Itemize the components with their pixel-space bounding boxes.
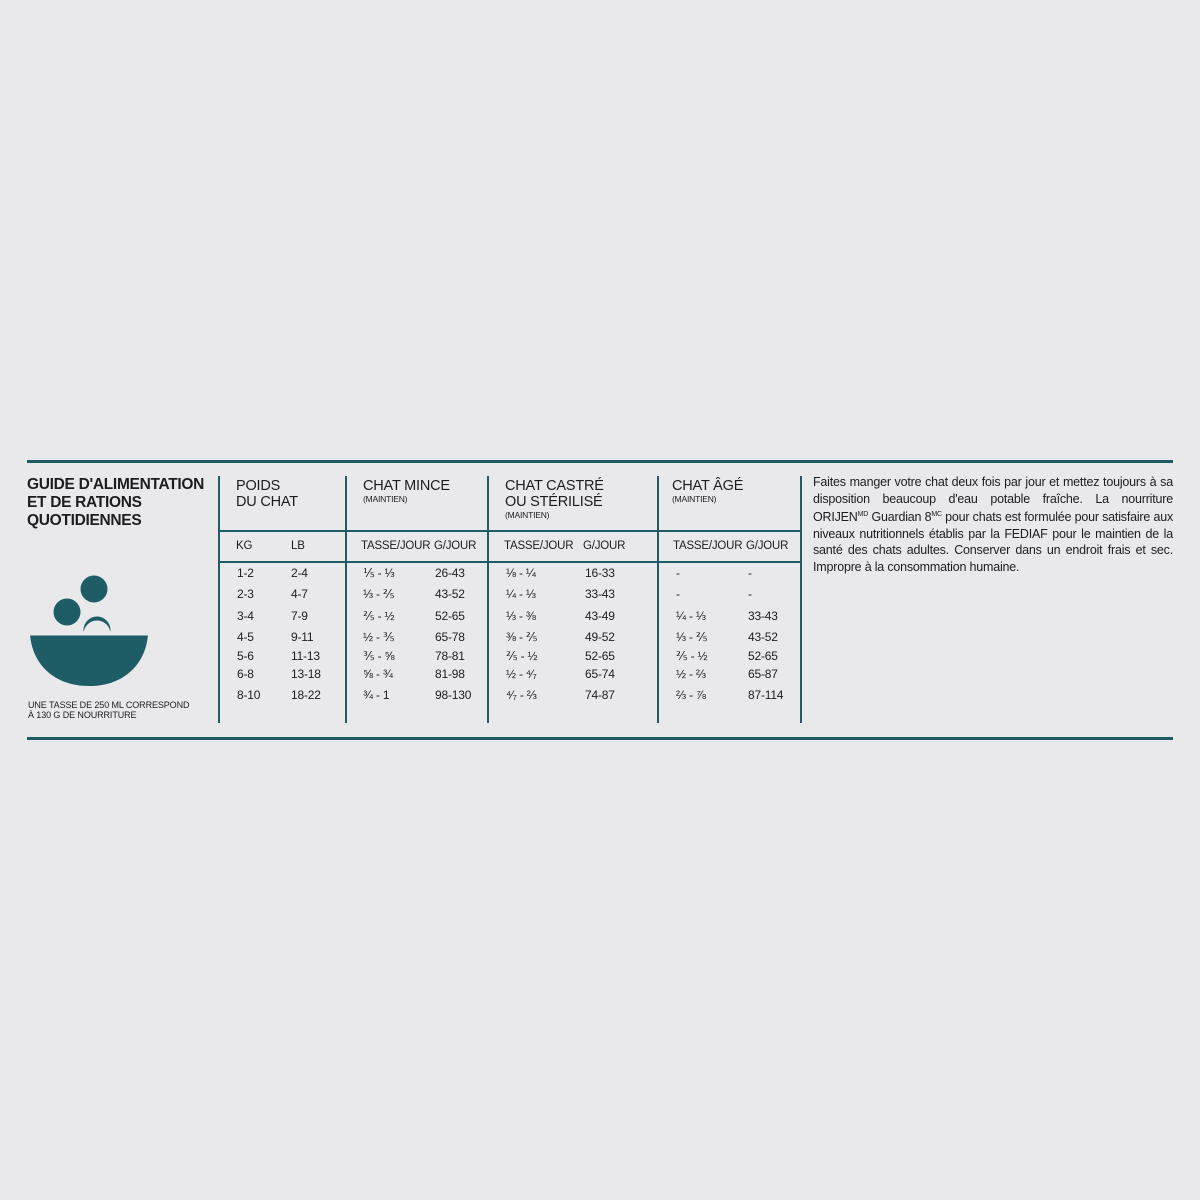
cell-kg: 3-4 xyxy=(237,609,254,623)
bottom-rule xyxy=(27,737,1173,740)
header-line xyxy=(220,530,800,532)
cell-kg: 1-2 xyxy=(237,566,254,580)
trademark-mc: MC xyxy=(931,511,942,518)
cell-lb: 18-22 xyxy=(291,688,321,702)
header-senior-sub: (MAINTIEN) xyxy=(672,494,717,504)
cell-lb: 4-7 xyxy=(291,587,308,601)
divider-1 xyxy=(218,476,220,723)
title-line-3: QUOTIDIENNES xyxy=(27,512,142,529)
subheader-kg: KG xyxy=(236,540,253,552)
note-line-1: UNE TASSE DE 250 ML CORRESPOND xyxy=(28,700,190,710)
cell-thin-cup: ½ - ⅗ xyxy=(363,630,395,644)
cell-senior-cup: ⅔ - ⅞ xyxy=(676,688,706,702)
header-neutered-line1: CHAT CASTRÉ xyxy=(505,478,604,494)
subheader-senior-g: G/JOUR xyxy=(746,540,789,552)
cell-senior-cup: - xyxy=(676,566,680,580)
cell-kg: 5-6 xyxy=(237,649,254,663)
cell-kg: 4-5 xyxy=(237,630,254,644)
cell-senior-g: - xyxy=(748,566,752,580)
cell-thin-g: 52-65 xyxy=(435,609,465,623)
header-neutered xyxy=(505,478,604,520)
note-line-2: À 130 G DE NOURRITURE xyxy=(28,710,137,720)
cell-thin-cup: ¾ - 1 xyxy=(363,688,390,702)
cell-thin-g: 26-43 xyxy=(435,566,465,580)
top-rule xyxy=(27,460,1173,463)
cell-neutered-cup: ½ - ⁴⁄₇ xyxy=(506,667,537,681)
cell-senior-g: 43-52 xyxy=(748,630,778,644)
cell-neutered-cup: ⅜ - ⅖ xyxy=(506,630,538,644)
subheader-neutered-g: G/JOUR xyxy=(583,540,626,552)
cell-thin-g: 78-81 xyxy=(435,649,465,663)
guide-title xyxy=(27,476,204,530)
subheader-thin-cup: TASSE/JOUR xyxy=(361,540,431,552)
cell-thin-cup: ⅕ - ⅓ xyxy=(363,566,395,580)
cell-thin-cup: ⅗ - ⅝ xyxy=(363,649,395,663)
cell-lb: 7-9 xyxy=(291,609,308,623)
cell-neutered-cup: ⁴⁄₇ - ⅔ xyxy=(506,688,537,702)
cell-lb: 2-4 xyxy=(291,566,308,580)
cell-neutered-g: 49-52 xyxy=(585,630,615,644)
cell-thin-g: 65-78 xyxy=(435,630,465,644)
cell-lb: 9-11 xyxy=(291,630,314,644)
cell-senior-cup: ⅓ - ⅖ xyxy=(676,630,708,644)
header-weight-line1: POIDS xyxy=(236,478,281,494)
divider-4 xyxy=(657,476,659,723)
divider-5 xyxy=(800,476,802,723)
cell-neutered-g: 16-33 xyxy=(585,566,615,580)
desc-part-3: pour chats est formulée pour satisfaire aux niveaux nutritionnels établis par la FEDIAF pour le maintien de la santé des chats adultes. Conserver dans un endroit frais et sec. Impropre à la consommation humaine. xyxy=(813,510,1174,574)
desc-part-1: Faites manger votre chat deux fois par jour et mettez toujours à sa disposition beaucoup d'eau potable fraîche. La nourriture ORIJEN xyxy=(813,475,1173,525)
cell-kg: 2-3 xyxy=(237,587,254,601)
header-senior xyxy=(672,478,743,504)
cell-neutered-g: 65-74 xyxy=(585,667,615,681)
cell-senior-g: 87-114 xyxy=(748,688,784,702)
feeding-description xyxy=(813,474,1173,575)
cell-senior-cup: - xyxy=(676,587,680,601)
cell-neutered-cup: ¼ - ⅓ xyxy=(506,587,536,601)
header-weight xyxy=(236,478,298,510)
cell-neutered-g: 52-65 xyxy=(585,649,615,663)
header-senior-line1: CHAT ÂGÉ xyxy=(672,478,744,494)
title-line-1: GUIDE D'ALIMENTATION xyxy=(27,476,205,493)
subheader-thin-g: G/JOUR xyxy=(434,540,477,552)
cell-senior-g: 52-65 xyxy=(748,649,778,663)
header-weight-line2: DU CHAT xyxy=(236,494,298,510)
cell-thin-g: 81-98 xyxy=(435,667,465,681)
cell-neutered-cup: ⅖ - ½ xyxy=(506,649,538,663)
cell-senior-g: 65-87 xyxy=(748,667,778,681)
cell-lb: 13-18 xyxy=(291,667,321,681)
header-thin-line1: CHAT MINCE xyxy=(363,478,450,494)
cell-neutered-g: 74-87 xyxy=(585,688,615,702)
cup-equivalence-note xyxy=(28,700,189,720)
subheader-line xyxy=(220,561,800,563)
cell-senior-cup: ⅖ - ½ xyxy=(676,649,708,663)
cell-kg: 8-10 xyxy=(237,688,261,702)
cell-thin-cup: ⅓ - ⅖ xyxy=(363,587,395,601)
subheader-senior-cup: TASSE/JOUR xyxy=(673,540,743,552)
header-thin-sub: (MAINTIEN) xyxy=(363,494,408,504)
header-neutered-line2: OU STÉRILISÉ xyxy=(505,494,603,510)
cell-senior-g: 33-43 xyxy=(748,609,778,623)
header-neutered-sub: (MAINTIEN) xyxy=(505,510,550,520)
cell-thin-g: 43-52 xyxy=(435,587,465,601)
cell-senior-cup: ½ - ⅔ xyxy=(676,667,706,681)
cell-neutered-g: 43-49 xyxy=(585,609,615,623)
cell-neutered-g: 33-43 xyxy=(585,587,615,601)
cell-senior-g: - xyxy=(748,587,752,601)
cell-neutered-cup: ⅛ - ¼ xyxy=(506,566,536,580)
bowl-with-kibble-icon xyxy=(28,572,152,690)
trademark-md: MD xyxy=(857,511,869,518)
cell-lb: 11-13 xyxy=(291,649,320,663)
header-thin xyxy=(363,478,450,504)
cell-thin-g: 98-130 xyxy=(435,688,472,702)
cell-senior-cup: ¼ - ⅓ xyxy=(676,609,706,623)
desc-part-2: Guardian 8 xyxy=(868,510,932,525)
cell-thin-cup: ⅝ - ¾ xyxy=(363,667,393,681)
divider-3 xyxy=(487,476,489,723)
cell-neutered-cup: ⅓ - ⅜ xyxy=(506,609,536,623)
cell-kg: 6-8 xyxy=(237,667,254,681)
title-line-2: ET DE RATIONS xyxy=(27,494,142,511)
subheader-lb: LB xyxy=(291,540,305,552)
subheader-neutered-cup: TASSE/JOUR xyxy=(504,540,574,552)
cell-thin-cup: ⅖ - ½ xyxy=(363,609,395,623)
divider-2 xyxy=(345,476,347,723)
